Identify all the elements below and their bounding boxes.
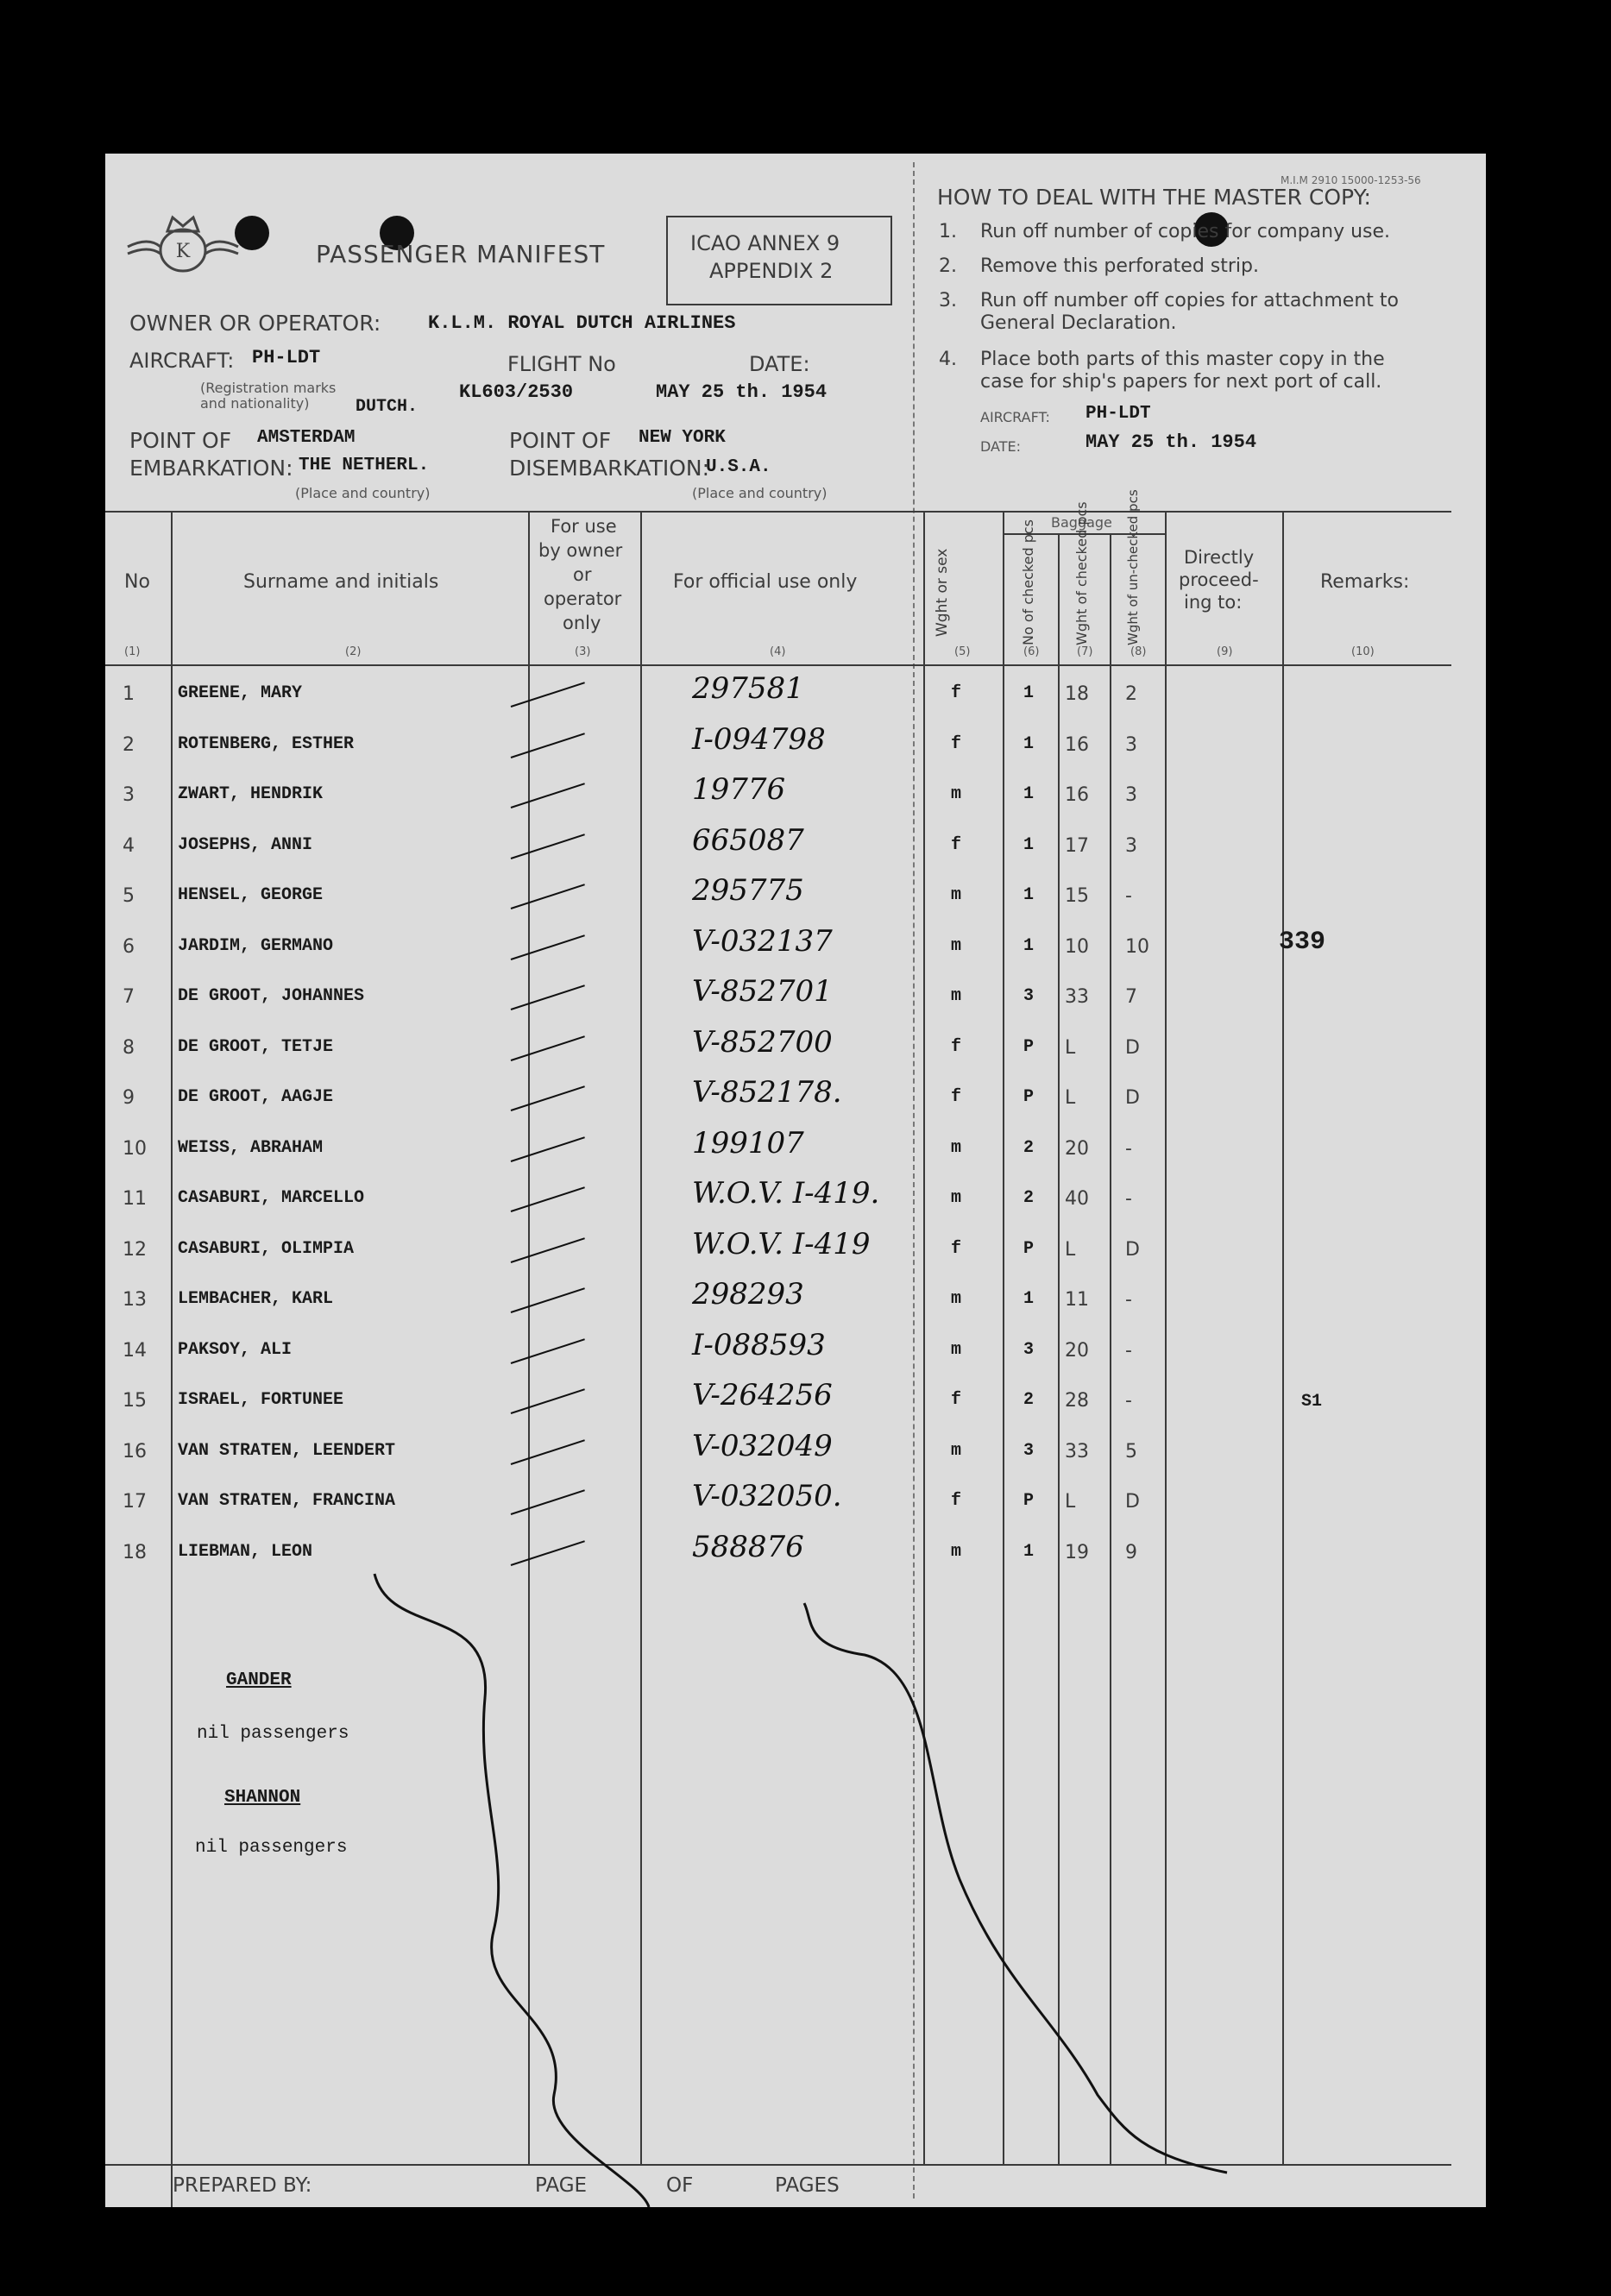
col-index: (1) (124, 645, 141, 658)
col-baggage: Baggage (1051, 514, 1112, 531)
col-weight-sex: Wght or sex (934, 548, 951, 637)
gander-title: GANDER (226, 1670, 292, 1690)
instructions-aircraft-value: PH-LDT (1086, 404, 1151, 424)
col-checked-wght: Wght of checked pcs (1073, 501, 1090, 645)
weight-or-sex: m (951, 1188, 962, 1208)
official-number: V-264256 (692, 1378, 833, 1412)
official-number: V-032049 (692, 1428, 833, 1463)
official-number: V-852700 (692, 1024, 833, 1060)
pages-label: PAGES (775, 2174, 840, 2197)
weight-or-sex: m (951, 986, 962, 1006)
official-number: 199107 (692, 1125, 804, 1161)
col-owner-use: by owner (538, 540, 623, 561)
checked-pieces: 1 (1023, 733, 1035, 754)
passenger-name: JARDIM, GERMANO (178, 935, 334, 956)
official-number: I-094798 (692, 721, 826, 757)
col-index: (6) (1023, 645, 1040, 658)
passenger-name: ROTENBERG, ESTHER (178, 733, 355, 754)
unchecked-weight: - (1125, 1339, 1132, 1362)
instructions-title: HOW TO DEAL WITH THE MASTER COPY: (937, 185, 1371, 210)
checked-weight: 28 (1065, 1390, 1089, 1412)
official-number: 297581 (692, 671, 804, 706)
checked-pieces: 3 (1023, 1440, 1035, 1461)
passenger-no: 1 (123, 683, 135, 705)
col-remarks: Remarks: (1320, 571, 1410, 593)
manifest-sheet (105, 154, 1486, 2207)
checked-pieces: 1 (1023, 683, 1035, 703)
passenger-no: 16 (123, 1440, 147, 1463)
col-index: (7) (1077, 645, 1093, 658)
instruction-text-2: General Declaration. (980, 312, 1177, 334)
weight-or-sex: f (951, 834, 962, 855)
checked-weight: 18 (1065, 683, 1089, 705)
unchecked-weight: - (1125, 1188, 1132, 1210)
remarks-value: 339 (1279, 927, 1326, 957)
unchecked-weight: 7 (1125, 986, 1137, 1008)
unchecked-weight: 3 (1125, 784, 1137, 806)
passenger-no: 12 (123, 1238, 147, 1261)
checked-pieces: P (1023, 1087, 1035, 1107)
checked-weight: 20 (1065, 1339, 1089, 1362)
checked-pieces: P (1023, 1491, 1035, 1511)
col-index: (2) (345, 645, 362, 658)
owner-value: K.L.M. ROYAL DUTCH AIRLINES (428, 312, 736, 334)
col-owner-use: operator (544, 588, 622, 609)
instructions-date-label: DATE: (980, 438, 1022, 455)
weight-or-sex: m (951, 784, 962, 804)
official-number: V-852178. (692, 1075, 842, 1110)
passenger-name: JOSEPHS, ANNI (178, 834, 313, 855)
official-number: 295775 (692, 873, 804, 908)
checked-weight: 10 (1065, 935, 1089, 958)
date-value: MAY 25 th. 1954 (656, 381, 828, 403)
checked-pieces: 2 (1023, 1137, 1035, 1158)
place-note: (Place and country) (692, 485, 828, 501)
svg-text:K: K (175, 241, 191, 262)
passenger-name: DE GROOT, JOHANNES (178, 986, 365, 1006)
passenger-no: 3 (123, 784, 135, 806)
official-number: 19776 (692, 772, 786, 807)
flight-value: KL603/2530 (459, 381, 574, 403)
passenger-name: DE GROOT, TETJE (178, 1036, 334, 1057)
unchecked-weight: 3 (1125, 834, 1137, 857)
instruction-text-2: case for ship's papers for next port of call. (980, 371, 1382, 393)
col-official: For official use only (673, 571, 858, 593)
date-label: DATE: (749, 352, 810, 376)
passenger-no: 17 (123, 1491, 147, 1513)
gander-text: nil passengers (197, 1724, 349, 1744)
checked-pieces: 1 (1023, 1541, 1035, 1562)
instruction-text: Place both parts of this master copy in the (980, 349, 1385, 370)
checked-weight: 16 (1065, 784, 1089, 806)
shannon-title: SHANNON (224, 1788, 301, 1808)
registration-note: (Registration marks (200, 380, 337, 396)
checked-weight: L (1065, 1491, 1076, 1513)
col-index: (4) (770, 645, 786, 658)
checked-weight: 33 (1065, 986, 1089, 1008)
col-unchecked-wght: Wght of un-checked pcs (1125, 489, 1141, 645)
official-number: V-032137 (692, 923, 833, 959)
passenger-name: CASABURI, OLIMPIA (178, 1238, 355, 1259)
passenger-name: VAN STRATEN, LEENDERT (178, 1440, 396, 1461)
owner-label: OWNER OR OPERATOR: (129, 311, 381, 336)
checked-pieces: 2 (1023, 1390, 1035, 1410)
disembarkation-label-2: DISEMBARKATION: (509, 456, 710, 481)
col-index: (8) (1130, 645, 1147, 658)
official-number: V-852701 (692, 974, 833, 1009)
checked-weight: 15 (1065, 885, 1089, 907)
passenger-name: DE GROOT, AAGJE (178, 1087, 334, 1107)
passenger-name: LEMBACHER, KARL (178, 1289, 334, 1309)
remarks-value: S1 (1301, 1392, 1323, 1412)
checked-pieces: 1 (1023, 885, 1035, 905)
checked-pieces: 3 (1023, 1339, 1035, 1360)
instruction-num: 4. (939, 349, 957, 370)
icao-annex: ICAO ANNEX 9 (690, 231, 840, 255)
embarkation-country: THE NETHERL. (299, 456, 430, 475)
icao-appendix: APPENDIX 2 (709, 259, 834, 283)
unchecked-weight: D (1125, 1491, 1140, 1513)
nationality-value: DUTCH. (356, 397, 418, 417)
weight-or-sex: f (951, 683, 962, 703)
official-number: 588876 (692, 1529, 804, 1564)
unchecked-weight: 9 (1125, 1541, 1137, 1563)
unchecked-weight: D (1125, 1087, 1140, 1109)
prepared-by-label: PREPARED BY: (173, 2174, 312, 2197)
instructions-date-value: MAY 25 th. 1954 (1086, 431, 1257, 453)
shannon-text: nil passengers (195, 1838, 348, 1858)
passenger-no: 5 (123, 885, 135, 907)
unchecked-weight: - (1125, 1137, 1132, 1160)
checked-pieces: P (1023, 1036, 1035, 1057)
checked-pieces: 1 (1023, 834, 1035, 855)
instruction-text: Remove this perforated strip. (980, 255, 1260, 277)
instructions-aircraft-label: AIRCRAFT: (980, 409, 1050, 425)
unchecked-weight: D (1125, 1238, 1140, 1261)
col-checked-pcs: No of checked pcs (1020, 519, 1036, 645)
col-owner-use: or (573, 564, 592, 585)
official-number: V-032050. (692, 1479, 842, 1513)
passenger-name: PAKSOY, ALI (178, 1339, 293, 1360)
passenger-no: 13 (123, 1289, 147, 1311)
instruction-text: Run off number of copies for company use. (980, 221, 1391, 242)
passenger-no: 7 (123, 986, 135, 1008)
passenger-no: 9 (123, 1087, 135, 1109)
passenger-name: GREENE, MARY (178, 683, 303, 703)
checked-weight: L (1065, 1036, 1076, 1059)
checked-pieces: 2 (1023, 1188, 1035, 1208)
checked-weight: L (1065, 1238, 1076, 1261)
passenger-no: 14 (123, 1339, 147, 1362)
unchecked-weight: - (1125, 1390, 1132, 1412)
place-note: (Place and country) (295, 485, 431, 501)
col-directly: proceed- (1179, 569, 1259, 590)
passenger-no: 11 (123, 1188, 147, 1210)
weight-or-sex: m (951, 1137, 962, 1158)
official-number: W.O.V. I-419 (692, 1226, 871, 1261)
unchecked-weight: 2 (1125, 683, 1137, 705)
aircraft-label: AIRCRAFT: (129, 349, 235, 373)
passenger-no: 8 (123, 1036, 135, 1059)
checked-weight: L (1065, 1087, 1076, 1109)
checked-weight: 33 (1065, 1440, 1089, 1463)
official-number: 298293 (692, 1277, 804, 1312)
official-number: I-088593 (692, 1327, 826, 1362)
passenger-name: WEISS, ABRAHAM (178, 1137, 324, 1158)
passenger-no: 18 (123, 1541, 147, 1563)
unchecked-weight: 3 (1125, 733, 1137, 756)
col-owner-use: For use (551, 516, 617, 537)
col-index: (9) (1217, 645, 1233, 658)
checked-weight: 17 (1065, 834, 1089, 857)
col-surname: Surname and initials (243, 571, 439, 593)
passenger-no: 15 (123, 1390, 147, 1412)
passenger-no: 10 (123, 1137, 147, 1160)
passenger-no: 2 (123, 733, 135, 756)
passenger-name: ZWART, HENDRIK (178, 784, 324, 804)
weight-or-sex: f (951, 1491, 962, 1511)
weight-or-sex: f (951, 1390, 962, 1410)
unchecked-weight: 5 (1125, 1440, 1137, 1463)
weight-or-sex: f (951, 1238, 962, 1259)
passenger-no: 4 (123, 834, 135, 857)
unchecked-weight: D (1125, 1036, 1140, 1059)
aircraft-value: PH-LDT (252, 347, 321, 368)
col-no: No (124, 571, 150, 593)
page-title: PASSENGER MANIFEST (316, 240, 606, 268)
col-owner-use: only (563, 613, 601, 633)
weight-or-sex: f (951, 1087, 962, 1107)
instruction-num: 1. (939, 221, 957, 242)
checked-pieces: 3 (1023, 986, 1035, 1006)
page-label: PAGE (535, 2174, 588, 2197)
nationality-note: and nationality) (200, 395, 310, 412)
weight-or-sex: m (951, 1339, 962, 1360)
col-index: (5) (954, 645, 971, 658)
unchecked-weight: - (1125, 1289, 1132, 1311)
instruction-num: 2. (939, 255, 957, 277)
passenger-name: CASABURI, MARCELLO (178, 1188, 365, 1208)
embarkation-label-2: EMBARKATION: (129, 456, 293, 481)
weight-or-sex: f (951, 733, 962, 754)
form-stamp: M.I.M 2910 15000-1253-56 (1281, 174, 1421, 186)
embarkation-label: POINT OF (129, 428, 232, 453)
checked-weight: 40 (1065, 1188, 1089, 1210)
weight-or-sex: m (951, 1541, 962, 1562)
checked-weight: 11 (1065, 1289, 1089, 1311)
checked-weight: 16 (1065, 733, 1089, 756)
of-label: OF (666, 2174, 694, 2197)
flight-label: FLIGHT No (507, 352, 616, 376)
checked-pieces: 1 (1023, 1289, 1035, 1309)
col-directly: Directly (1184, 547, 1255, 568)
disembarkation-country: U.S.A. (706, 457, 771, 477)
passenger-name: HENSEL, GEORGE (178, 885, 324, 905)
disembarkation-city: NEW YORK (639, 428, 726, 448)
weight-or-sex: m (951, 1440, 962, 1461)
col-index: (3) (575, 645, 591, 658)
passenger-name: LIEBMAN, LEON (178, 1541, 313, 1562)
checked-pieces: 1 (1023, 784, 1035, 804)
checked-pieces: 1 (1023, 935, 1035, 956)
checked-weight: 19 (1065, 1541, 1089, 1563)
passenger-name: VAN STRATEN, FRANCINA (178, 1491, 396, 1511)
weight-or-sex: m (951, 935, 962, 956)
col-index: (10) (1351, 645, 1375, 658)
unchecked-weight: - (1125, 885, 1132, 907)
weight-or-sex: f (951, 1036, 962, 1057)
strike-through-curves (105, 154, 1486, 2207)
embarkation-city: AMSTERDAM (257, 428, 356, 448)
weight-or-sex: m (951, 1289, 962, 1309)
instruction-num: 3. (939, 290, 957, 311)
disembarkation-label: POINT OF (509, 428, 612, 453)
official-number: W.O.V. I-419. (692, 1176, 880, 1211)
instruction-text: Run off number off copies for attachment to (980, 290, 1399, 311)
passenger-name: ISRAEL, FORTUNEE (178, 1390, 344, 1410)
col-directly: ing to: (1184, 592, 1243, 613)
checked-pieces: P (1023, 1238, 1035, 1259)
official-number: 665087 (692, 822, 804, 858)
unchecked-weight: 10 (1125, 935, 1149, 958)
passenger-no: 6 (123, 935, 135, 958)
weight-or-sex: m (951, 885, 962, 905)
checked-weight: 20 (1065, 1137, 1089, 1160)
